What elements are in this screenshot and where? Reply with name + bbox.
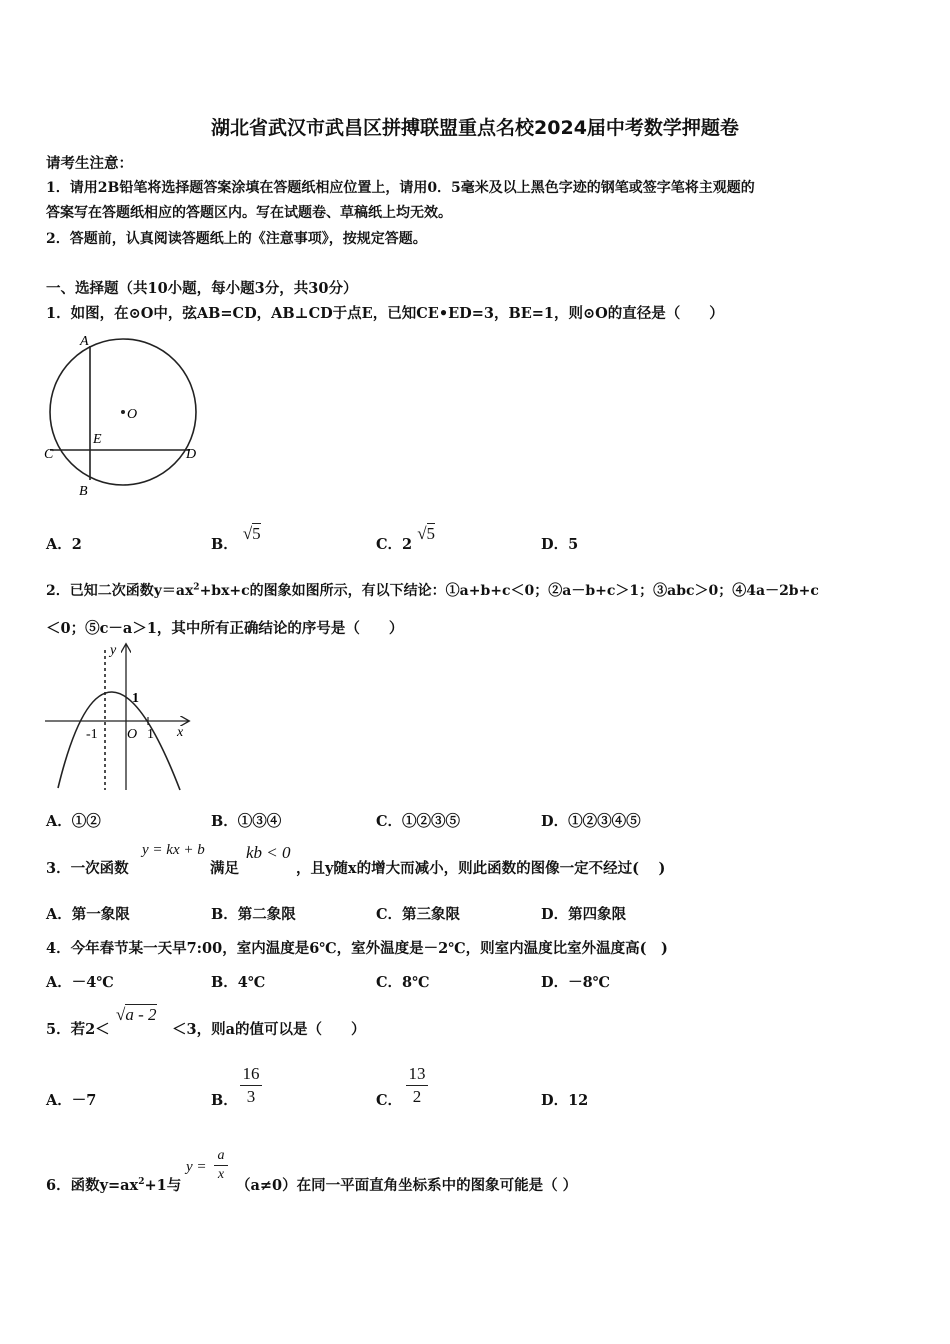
sqrt-sign: √: [242, 524, 253, 543]
option-letter: D．: [541, 813, 569, 830]
stem-part: 2．已知二次函数y＝ax: [46, 583, 194, 599]
option-value: 第四象限: [568, 906, 627, 923]
option-letter: D．: [541, 1092, 569, 1109]
label-y: y: [110, 643, 117, 658]
option-letter: D．: [541, 906, 569, 923]
option-letter: B．: [211, 813, 238, 830]
exponent: 2: [138, 1177, 145, 1188]
center-dot: [121, 410, 125, 414]
fraction-bar: [406, 1085, 428, 1086]
stem-part: 6．函数y=ax: [46, 1177, 139, 1194]
q5-radicand: a - 2: [125, 1005, 157, 1024]
option-value: －8℃: [568, 974, 611, 991]
q5-suffix: ＜3，则a的值可以是（ ）: [172, 1021, 366, 1038]
option-value: 5: [426, 524, 436, 543]
option-letter: C．: [376, 974, 403, 991]
label-d: D: [186, 447, 197, 462]
option-value: 4℃: [237, 974, 266, 991]
fraction-bar: [240, 1085, 262, 1086]
notice-item1-line2: 答案写在答题纸相应的答题区内。写在试题卷、草稿纸上均无效。: [46, 205, 452, 221]
option-letter: A．: [46, 974, 72, 991]
option-value: －7: [71, 1092, 97, 1109]
q3-condition: kb < 0: [246, 843, 291, 862]
q6-frac-y: y =: [186, 1159, 207, 1175]
q5-option-c[interactable]: [376, 1089, 402, 1110]
q4-option-c[interactable]: [376, 971, 430, 992]
denominator: 2: [412, 1087, 422, 1106]
option-letter: C．: [376, 536, 403, 553]
q1-option-c[interactable]: [376, 524, 436, 554]
q3-suffix: ，且y随x的增大而减小，则此函数的图像一定不经过( ): [296, 860, 666, 877]
option-value: 第一象限: [71, 906, 130, 923]
q3-formula: y = kx + b: [142, 842, 205, 858]
option-value: 12: [568, 1092, 589, 1109]
q2-parabola-figure: [40, 640, 200, 795]
q3-mid: 满足: [210, 860, 239, 877]
q1-option-d[interactable]: [541, 533, 578, 554]
q6-suffix: （a≠0）在同一平面直角坐标系中的图象可能是（ ）: [236, 1177, 578, 1194]
q5-option-c-fraction: [406, 1064, 428, 1107]
q1-circle-figure: [40, 330, 210, 502]
option-letter: C．: [376, 813, 403, 830]
option-letter: B．: [211, 906, 238, 923]
q5-option-b-fraction: [240, 1064, 262, 1107]
option-letter: A．: [46, 906, 72, 923]
q6-prefix: [46, 1174, 181, 1195]
q1-stem: 1．如图，在⊙O中，弦AB=CD，AB⊥CD于点E，已知CE•ED=3，BE=1，则⊙O的直径是（ ）: [46, 305, 724, 322]
q6-fraction: [214, 1148, 228, 1183]
label-c: C: [44, 447, 54, 462]
denominator: 3: [246, 1087, 256, 1106]
option-value: ①③④: [237, 813, 282, 830]
numerator: a: [217, 1148, 225, 1163]
notice-heading: 请考生注意：: [46, 155, 133, 172]
fraction-bar: [214, 1165, 228, 1166]
q3-option-d[interactable]: [541, 903, 626, 924]
option-coef: 2: [402, 536, 413, 553]
option-value: 5: [252, 524, 261, 543]
q3-option-c[interactable]: [376, 903, 460, 924]
q1-option-a[interactable]: [46, 533, 82, 554]
q5-radical: [116, 1005, 157, 1025]
label-e: E: [93, 432, 102, 447]
option-value: ①②③⑤: [402, 813, 461, 830]
label-x: x: [177, 725, 184, 740]
option-letter: B．: [211, 536, 238, 553]
option-letter: A．: [46, 536, 72, 553]
q4-option-d[interactable]: [541, 971, 610, 992]
option-letter: A．: [46, 813, 72, 830]
section-heading: 一、选择题（共10小题，每小题3分，共30分）: [46, 280, 358, 297]
option-letter: B．: [211, 1092, 238, 1109]
label-b: B: [79, 484, 88, 499]
sqrt-sign: √: [417, 524, 427, 543]
label-o: O: [127, 407, 138, 422]
label-origin: O: [127, 727, 138, 742]
option-letter: C．: [376, 1092, 403, 1109]
option-value: 第二象限: [237, 906, 296, 923]
option-letter: C．: [376, 906, 403, 923]
option-value: ①②③④⑤: [568, 813, 641, 830]
option-value: 2: [71, 536, 82, 553]
q3-prefix: 3．一次函数: [46, 860, 129, 877]
option-letter: B．: [211, 974, 238, 991]
stem-part: +1与: [144, 1177, 182, 1194]
q2-option-b[interactable]: [211, 810, 281, 831]
q5-option-b[interactable]: [211, 1089, 238, 1110]
label-y-one: 1: [132, 691, 139, 706]
q4-option-b[interactable]: [211, 971, 265, 992]
option-value: 8℃: [402, 974, 430, 991]
label-neg-one: -1: [86, 727, 98, 742]
notice-item1-line1: 1．请用2B铅笔将选择题答案涂填在答题纸相应位置上，请用0．5毫米及以上黑色字迹的钢笔或签字笔将主观题的: [46, 180, 755, 196]
parabola: [58, 692, 180, 790]
q4-option-a[interactable]: [46, 971, 114, 992]
q2-option-a[interactable]: [46, 810, 101, 831]
option-value: －4℃: [71, 974, 114, 991]
q5-option-a[interactable]: [46, 1089, 96, 1110]
option-letter: D．: [541, 974, 569, 991]
page-title: 湖北省武汉市武昌区拼搏联盟重点名校2024届中考数学押题卷: [211, 117, 739, 139]
q2-stem-line2: ＜0；⑤c－a＞1，其中所有正确结论的序号是（ ）: [46, 620, 404, 637]
option-value: 第三象限: [402, 906, 461, 923]
option-value: 5: [568, 536, 579, 553]
q2-option-d[interactable]: [541, 810, 641, 831]
exponent: 2: [193, 582, 200, 593]
option-value: ①②: [71, 813, 101, 830]
q4-stem: 4．今年春节某一天早7:00，室内温度是6℃，室外温度是－2℃，则室内温度比室外温度高( ): [46, 940, 668, 957]
stem-part: +bx+c的图象如图所示，有以下结论：①a+b+c＜0；②a－b+c＞1；③abc＞0；④4a－2b+c: [199, 583, 819, 599]
numerator: 16: [242, 1064, 260, 1083]
q3-option-b[interactable]: [211, 903, 296, 924]
q5-option-d[interactable]: [541, 1089, 588, 1110]
option-letter: D．: [541, 536, 569, 553]
q5-prefix: 5．若2＜: [46, 1021, 110, 1038]
denominator: x: [217, 1167, 225, 1182]
q2-option-c[interactable]: [376, 810, 460, 831]
notice-item2: 2．答题前，认真阅读答题纸上的《注意事项》，按规定答题。: [46, 231, 427, 247]
q2-stem-line1: [46, 580, 819, 600]
q1-option-b[interactable]: [211, 524, 261, 554]
option-letter: A．: [46, 1092, 72, 1109]
q3-option-a[interactable]: [46, 903, 130, 924]
numerator: 13: [408, 1064, 426, 1083]
label-a: A: [80, 334, 89, 349]
label-x-one: 1: [147, 727, 154, 742]
sqrt-sign: √: [116, 1005, 126, 1024]
